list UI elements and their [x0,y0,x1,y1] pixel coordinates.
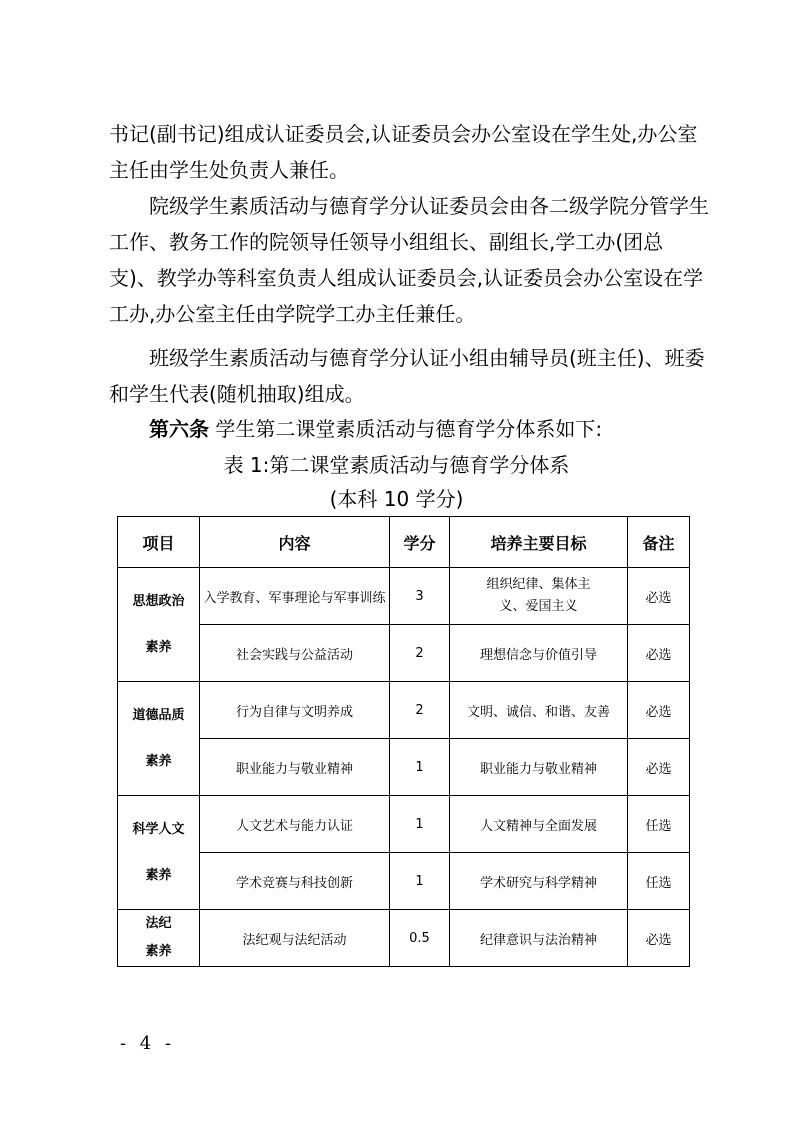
goal-cell: 纪律意识与法治精神 [450,910,628,967]
note-cell: 必选 [628,682,690,739]
table-row [118,910,690,967]
article-text: 学生第二课堂素质活动与德育学分体系如下: [215,417,603,441]
goal-cell: 学术研究与科学精神 [450,853,628,910]
category-cell [118,796,200,910]
content-cell: 入学教育、军事理论与军事训练 [200,568,390,625]
credit-table [117,516,690,967]
goal-cell: 人文精神与全面发展 [450,796,628,853]
note-cell: 任选 [628,853,690,910]
goal-cell [450,568,628,625]
table-title: 表 1:第二课堂素质活动与德育学分体系 [223,453,570,477]
article-label: 第六条 [149,417,209,441]
category-line: 科学人文 [132,821,185,837]
goal-text: 组织纪律、集体主义、爱国主义 [486,577,591,614]
page-number: - 4 - [120,1033,176,1054]
table-row [118,853,690,910]
category-line: 素养 [145,944,172,959]
goal-cell: 职业能力与敬业精神 [450,739,628,796]
credit-cell: 0.5 [390,910,450,967]
category-line: 素养 [145,867,172,883]
table-row [118,796,690,853]
goal-cell: 文明、诚信、和谐、友善 [450,682,628,739]
paragraph-2: 院级学生素质活动与德育学分认证委员会由各二级学院分管学生工作、教务工作的院领导任领导小组组长、副组长,学工办(团总支)、教学办等科室负责人组成认证委员会,认证委员会办公室设在学工办,办公室主任由学院学工办主任兼任。 [109,194,709,326]
credit-cell: 1 [390,796,450,853]
content-cell: 职业能力与敬业精神 [200,739,390,796]
header-goal: 培养主要目标 [450,517,628,568]
category-line: 道德品质 [132,707,185,723]
paragraph-3: 班级学生素质活动与德育学分认证小组由辅导员(班主任)、班委和学生代表(随机抽取)组成。 [109,346,705,406]
header-credit: 学分 [390,517,450,568]
credit-cell: 1 [390,853,450,910]
table-row [118,625,690,682]
category-line: 素养 [145,639,172,655]
note-cell: 任选 [628,796,690,853]
category-cell [118,682,200,796]
credit-cell: 1 [390,739,450,796]
table-header-row [118,517,690,568]
credit-cell: 3 [390,568,450,625]
header-note: 备注 [628,517,690,568]
article-six [109,411,709,447]
note-cell: 必选 [628,625,690,682]
category-cell [118,910,200,967]
table-row [118,568,690,625]
table-subtitle: (本科 10 学分) [329,487,464,511]
credit-cell: 2 [390,625,450,682]
table-row [118,682,690,739]
note-cell: 必选 [628,739,690,796]
header-content: 内容 [200,517,390,568]
note-cell: 必选 [628,568,690,625]
header-item: 项目 [118,517,200,568]
content-cell: 社会实践与公益活动 [200,625,390,682]
goal-cell: 理想信念与价值引导 [450,625,628,682]
category-line: 素养 [145,753,172,769]
category-line: 法纪 [145,916,172,931]
table-row [118,739,690,796]
category-cell [118,568,200,682]
content-cell: 行为自律与文明养成 [200,682,390,739]
content-cell: 学术竞赛与科技创新 [200,853,390,910]
note-cell: 必选 [628,910,690,967]
paragraph-1: 书记(副书记)组成认证委员会,认证委员会办公室设在学生处,办公室主任由学生处负责人兼任。 [109,122,698,182]
credit-cell: 2 [390,682,450,739]
category-line: 思想政治 [132,593,185,609]
content-cell: 法纪观与法纪活动 [200,910,390,967]
content-cell: 人文艺术与能力认证 [200,796,390,853]
